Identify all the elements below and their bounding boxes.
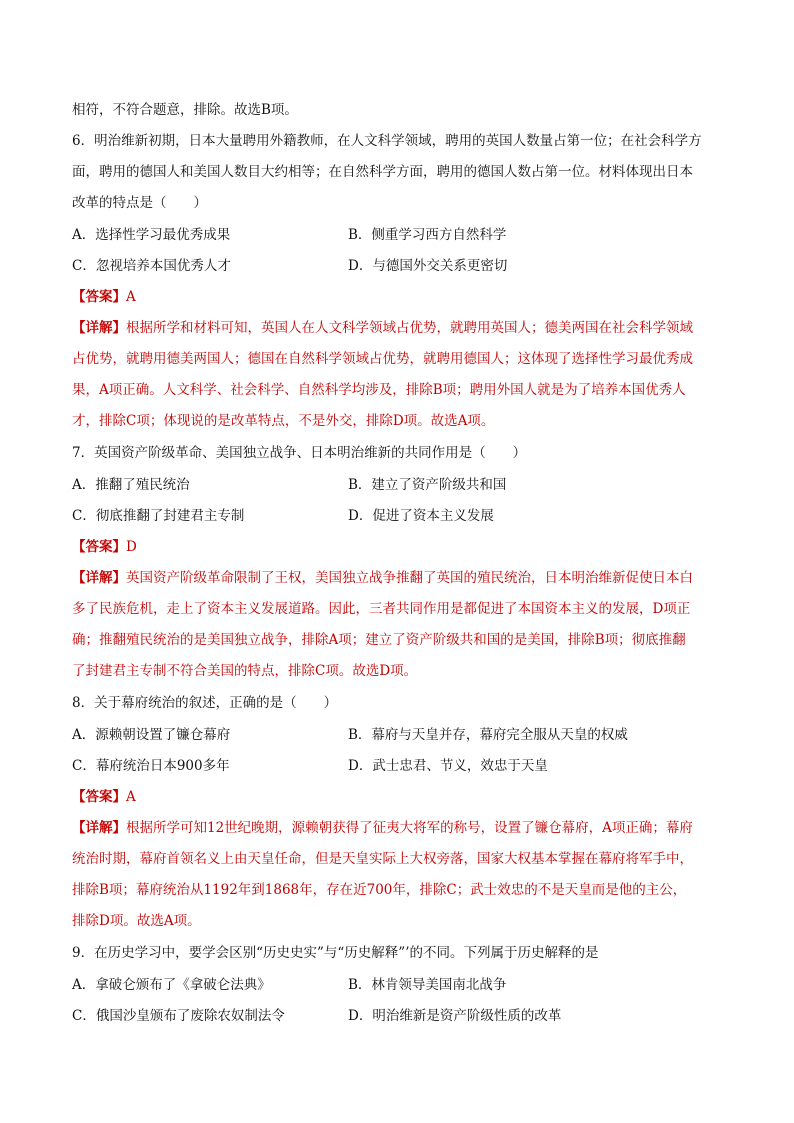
detail-line: 多了民族危机，走上了资本主义发展道路。因此，三者共同作用是都促进了本国资本主义的发展，D项正 [72, 601, 691, 617]
detail-line: 统治时期，幕府首领名义上由天皇任命，但是天皇实际上大权旁落，国家大权基本掌握在幕府将军手中， [72, 851, 693, 867]
detail-line: 排除D项。故选A项。 [72, 913, 201, 929]
option-d: D．与德国外交关系更密切 [348, 258, 508, 274]
detail-text: 英国资产阶级革命限制了王权，美国独立战争推翻了英国的殖民统治，日本明治维新促使日本白 [126, 570, 693, 586]
detail-line: 确；推翻殖民统治的是美国独立战争，排除A项；建立了资产阶级共和国的是美国，排除B项；彻底推翻 [72, 632, 686, 648]
detail-line [72, 318, 693, 338]
answer-line [72, 537, 137, 557]
answer-tag: 【答案】 [72, 289, 126, 305]
answer-tag: 【答案】 [72, 789, 126, 805]
option-d: D．促进了资本主义发展 [348, 508, 494, 524]
detail-line [72, 818, 693, 838]
question-stem-line: 9．在历史学习中，要学会区别“历史史实”与“历史解释”’的不同。下列属于历史解释的是 [72, 945, 599, 961]
option-d: D．武士忠君、节义，效忠于天皇 [348, 758, 548, 774]
detail-line: 占优势，就聘用德美两国人；德国在自然科学领域占优势，就聘用德国人；这体现了选择性学习最优秀成 [72, 351, 693, 367]
detail-line: 了封建君主专制不符合美国的特点，排除C项。故选D项。 [72, 663, 418, 679]
option-a: A．源赖朝设置了镰仓幕府 [72, 727, 231, 743]
option-c: C．幕府统治日本900多年 [72, 758, 230, 774]
detail-line: 排除B项；幕府统治从1192年到1868年，存在近700年，排除C；武士效忠的不是天皇而是他的主公， [72, 882, 687, 898]
option-a: A．拿破仑颁布了《拿破仑法典》 [72, 977, 271, 993]
option-d: D．明治维新是资产阶级性质的改革 [348, 1008, 562, 1024]
option-c: C．俄国沙皇颁布了废除农奴制法令 [72, 1008, 285, 1024]
intro-line: 相符，不符合题意，排除。故选B项。 [72, 102, 298, 118]
question-stem-line: 面，聘用的德国人和美国人数目大约相等；在自然科学方面，聘用的德国人数占第一位。材料体现出日本 [72, 164, 693, 180]
answer-value: D [126, 539, 137, 555]
detail-tag: 【详解】 [72, 570, 126, 586]
detail-tag: 【详解】 [72, 320, 126, 336]
question-stem-line: 7．英国资产阶级革命、美国独立战争、日本明治维新的共同作用是（ ） [72, 445, 527, 461]
option-b: B．林肯领导美国南北战争 [348, 977, 507, 993]
option-c: C．忽视培养本国优秀人才 [72, 258, 231, 274]
answer-line [72, 287, 136, 307]
option-a: A．推翻了殖民统治 [72, 477, 190, 493]
detail-tag: 【详解】 [72, 820, 126, 836]
detail-line: 果，A项正确。人文科学、社会科学、自然科学均涉及，排除B项；聘用外国人就是为了培养本国优秀人 [72, 382, 686, 398]
answer-tag: 【答案】 [72, 539, 126, 555]
question-stem-line: 8．关于幕府统治的叙述，正确的是（ ） [72, 695, 338, 711]
detail-text: 根据所学可知12世纪晚期，源赖朝获得了征夷大将军的称号，设置了镰仓幕府，A项正确；幕府 [126, 820, 693, 836]
option-c: C．彻底推翻了封建君主专制 [72, 508, 245, 524]
option-b: B．幕府与天皇并存，幕府完全服从天皇的权威 [348, 727, 628, 743]
detail-text: 根据所学和材料可知，英国人在人文科学领域占优势，就聘用英国人；德美两国在社会科学领域 [126, 320, 693, 336]
answer-value: A [126, 289, 136, 305]
option-b: B．建立了资产阶级共和国 [348, 477, 507, 493]
option-b: B．侧重学习西方自然科学 [348, 227, 507, 243]
answer-value: A [126, 789, 136, 805]
question-stem-line: 6．明治维新初期，日本大量聘用外籍教师，在人文科学领域，聘用的英国人数量占第一位；在社会科学方 [72, 133, 702, 149]
answer-line [72, 787, 136, 807]
question-stem-line: 改革的特点是（ ） [72, 195, 207, 211]
detail-line [72, 568, 693, 588]
option-a: A．选择性学习最优秀成果 [72, 227, 231, 243]
detail-line: 才，排除C项；体现说的是改革特点，不是外交，排除D项。故选A项。 [72, 413, 495, 429]
